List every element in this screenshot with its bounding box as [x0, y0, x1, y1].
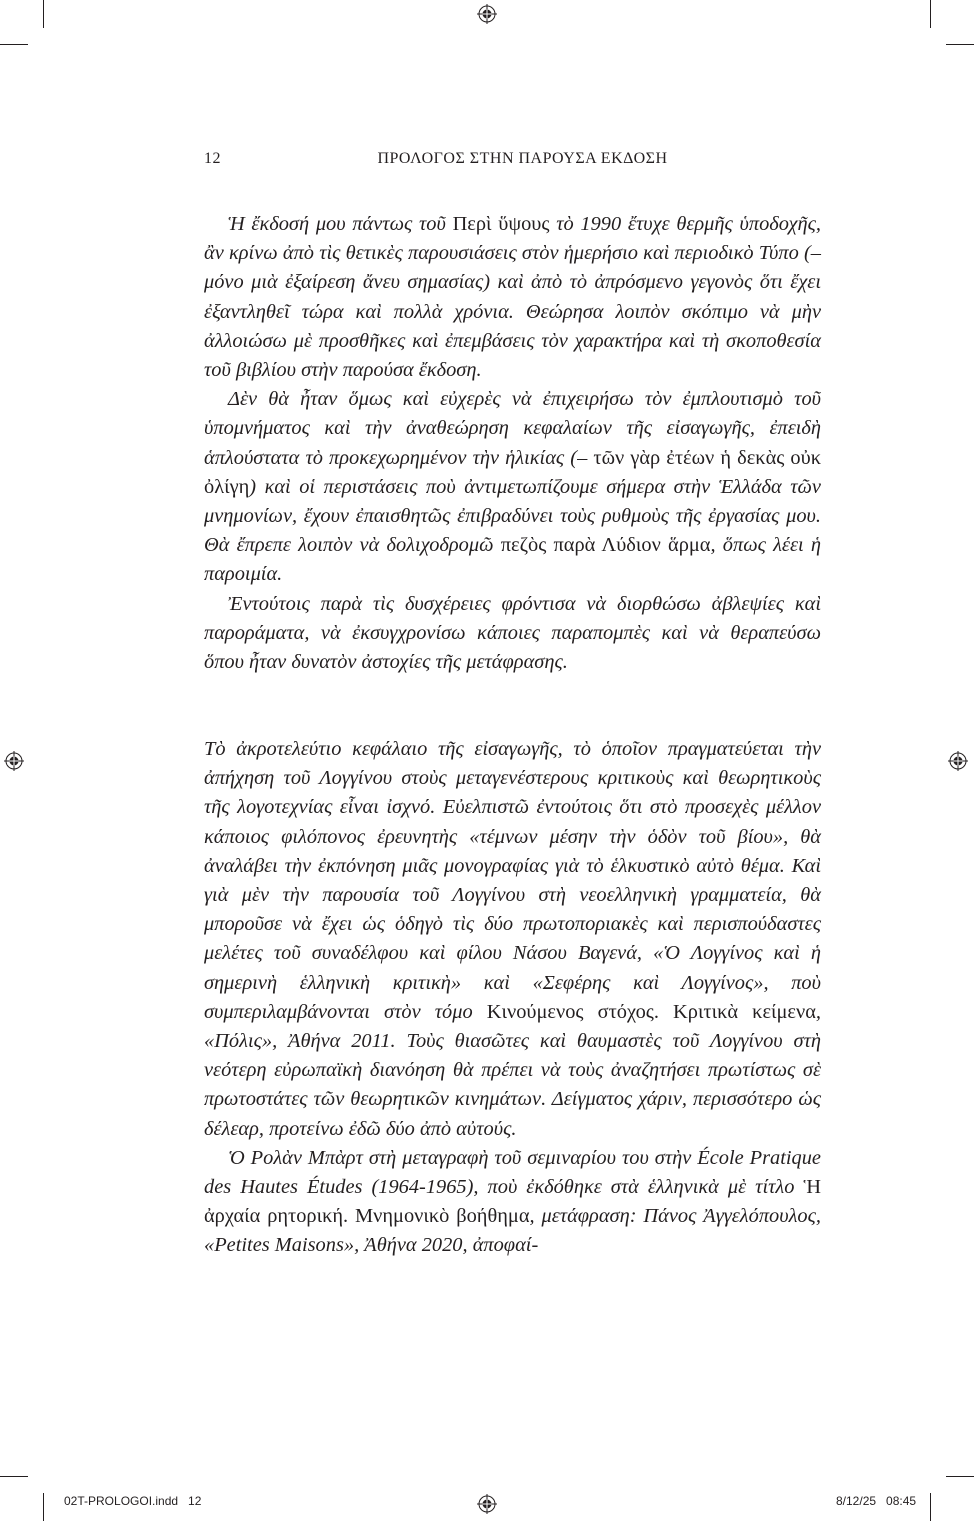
paragraph	[204, 735, 821, 1144]
crop-mark	[930, 0, 931, 28]
registration-mark-icon	[948, 751, 968, 771]
page-number: 12	[204, 150, 221, 167]
text-run: Ἡ ἔκδοσή μου πάντως τοῦ	[228, 213, 453, 235]
book-title: Περὶ ὕψους	[452, 213, 550, 235]
text-run: Ὁ Ρολὰν Μπὰρτ στὴ μεταγραφὴ τοῦ σεμιναρίου του στὴν École Pratique des Hautes Études (1964-1965), ποὺ ἐκδόθηκε στὰ ἑλληνικὰ μὲ τίτλο	[204, 1146, 821, 1199]
quotation: τῶν γὰρ ἐτέων ἡ δεκὰς οὐκ ὀλίγη	[204, 446, 821, 498]
text-run: ) καὶ οἱ περιστάσεις ποὺ ἀντιμετωπίζουμε σήμερα στὴν Ἑλλάδα τῶν μνημονίων, ἔχουν ἐπαισθητῶς ἐπιβραδύνει τοὺς ρυθμοὺς τῆς ἐργασίας μου. Θὰ ἔπρεπε λοιπὸν νὰ δολιχοδρομῶ	[204, 475, 821, 557]
crop-mark	[946, 1476, 974, 1477]
book-title: Κινούμενος στόχος. Κριτικὰ κείμενα	[486, 1000, 816, 1023]
running-title: ΠΡΟΛΟΓΟΣ ΣΤΗΝ ΠΑΡΟΥΣΑ ΕΚΔΟΣΗ	[377, 150, 668, 167]
text-run: Δὲν θὰ ἦταν ὅμως καὶ εὐχερὲς νὰ ἐπιχειρήσω τὸν ἐμπλουτισμὸ τοῦ ὑπομνήματος καὶ τὴν ἀναθεώρηση κεφαλαίων τῆς εἰσαγωγῆς, ἐπειδὴ ἁπλούστατα τὸ προκεχωρημένον τὴν ἡλικίας (–	[204, 388, 821, 469]
registration-mark-icon	[477, 4, 497, 24]
crop-mark	[0, 44, 28, 45]
paragraph: Ἐντούτοις παρὰ τὶς δυσχέρειες φρόντισα νὰ διορθώσω ἀβλεψίες καὶ παροράματα, νὰ ἐκσυγχρονίσω κάποιες παραπομπὲς καὶ νὰ θεραπεύσω ὅπου ἦταν δυνατὸν ἀστοχίες τῆς μετάφρασης.	[204, 592, 821, 674]
registration-mark-icon	[477, 1494, 497, 1514]
text-run: Τὸ ἀκροτελεύτιο κεφάλαιο τῆς εἰσαγωγῆς, τὸ ὁποῖον πραγματεύεται τὴν ἀπήχηση τοῦ Λογγίνου στοὺς μεταγενέστερους κριτικοὺς καὶ θεωρητικοὺς τῆς λογοτεχνίας εἶναι ἰσχνό. Εὐελπιστῶ ἐντούτοις ὅτι στὸ προσεχὲς μέλλον κάποιος φιλόπονος ἐρευνητὴς «τέμνων μέσην τὴν ὁδὸν τοῦ βίου», θὰ ἀναλάβει τὴν ἐκπόνηση μιᾶς μονογραφίας γιὰ τὸ ἑλκυστικὸ αὐτὸ θέμα. Καὶ γιὰ μὲν τὴν παρουσία τοῦ Λογγίνου στὴ νεοελληνικὴ γραμματεία, θὰ μποροῦσε νὰ ἔχει ὡς ὁδηγὸ τὶς δύο πρωτοποριακὲς καὶ περισπούδαστες μελέτες τοῦ συναδέλφου καὶ φίλου Νάσου Βαγενά, «Ὁ Λογγίνος καὶ ἡ σημερινὴ ἑλληνικὴ κριτικὴ» καὶ «Σεφέρης καὶ Λογγίνος», ποὺ συμπεριλαμβάνονται στὸν τόμο	[204, 738, 821, 1023]
body-text-block	[204, 210, 821, 677]
slug-filename: 02T-PROLOGOI.indd 12	[64, 1494, 202, 1508]
quotation: πεζὸς παρὰ Λύδιον ἅρμα	[500, 534, 711, 557]
registration-mark-icon	[4, 751, 24, 771]
crop-mark	[0, 1476, 28, 1477]
paragraph	[204, 1144, 821, 1261]
text-run: , μετάφραση: Πάνος Ἀγγελόπουλος, «Petites Maisons», Ἀθήνα 2020, ἀποφαί-	[204, 1205, 821, 1257]
text-run: , ὅπως λέει ἡ παροιμία.	[204, 534, 821, 586]
crop-mark	[930, 1493, 931, 1521]
text-run: , «Πόλις», Ἀθήνα 2011. Τοὺς θιασῶτες καὶ θαυμαστὲς τοῦ Λογγίνου στὴ νεότερη εὐρωπαϊκὴ διανόηση θὰ πρέπει νὰ τοὺς ἀναζητήσει πρωτίστως σὲ πρωτοστάτες τῶν θεωρητικῶν κινημάτων. Δείγματος χάριν, περισσότερο ὡς δέλεαρ, προτείνω ἐδῶ δύο ἀπὸ αὐτούς.	[204, 1000, 821, 1140]
crop-mark	[43, 1493, 44, 1521]
running-head	[204, 150, 821, 174]
crop-mark	[43, 0, 44, 28]
slug-timestamp: 8/12/25 08:45	[836, 1494, 917, 1508]
text-run: τὸ 1990 ἔτυχε θερμῆς ὑποδοχῆς, ἂν κρίνω ἀπὸ τὶς θετικὲς παρουσιάσεις στὸν ἡμερήσιο καὶ περιοδικὸ Τύπο (– μόνο μιὰ ἐξαίρεση ἄνευ σημασίας) καὶ ἀπὸ τὸ ἀπρόσμενο γεγονὸς ὅτι ἔχει ἐξαντληθεῖ τώρα καὶ πολλὰ χρόνια. Θεώρησα λοιπὸν σκόπιμο νὰ μὴν ἀλλοιώσω μὲ προσθῆκες καὶ ἐπεμβάσεις τὸν χαρακτήρα καὶ τὴ σκοποθεσία τοῦ βιβλίου στὴν παρούσα ἔκδοση.	[204, 213, 821, 382]
book-title: Ἡ ἀρχαία ρητορική. Μνημονικὸ βοήθημα	[204, 1176, 821, 1228]
body-text-block	[204, 735, 821, 1261]
crop-mark	[946, 44, 974, 45]
paragraph	[204, 385, 821, 589]
paragraph	[204, 210, 821, 385]
